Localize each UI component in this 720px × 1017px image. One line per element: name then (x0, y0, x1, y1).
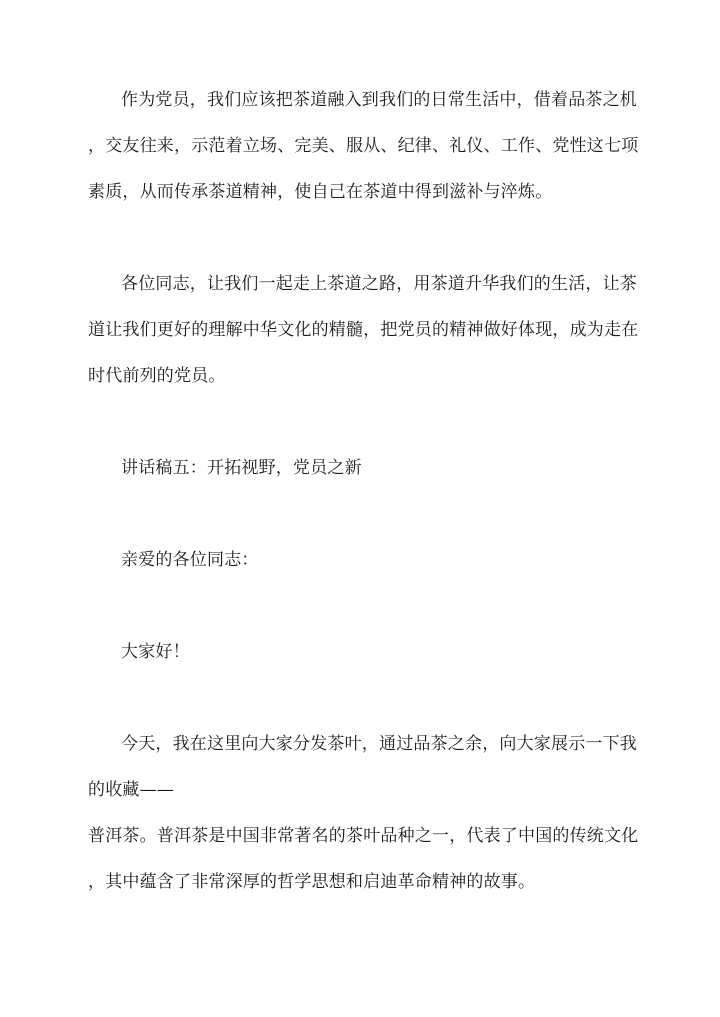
paragraph-1-line-3: 素质，从而传承茶道精神，使自己在茶道中得到滋补与淬炼。 (88, 182, 553, 202)
paragraph-3-line-3: 普洱茶。普洱茶是中国非常著名的茶叶品种之一，代表了中国的传统文化 (88, 826, 639, 846)
paragraph-2-line-1: 各位同志，让我们一起走上茶道之路，用茶道升华我们的生活，让茶 (121, 274, 637, 294)
paragraph-3-line-4: ，其中蕴含了非常深厚的哲学思想和启迪革命精神的故事。 (88, 872, 536, 892)
paragraph-1-line-1: 作为党员，我们应该把茶道融入到我们的日常生活中，借着品茶之机 (121, 90, 637, 110)
paragraph-3-line-1: 今天，我在这里向大家分发茶叶，通过品茶之余，向大家展示一下我 (121, 734, 637, 754)
paragraph-2-line-3: 时代前列的党员。 (88, 366, 226, 386)
paragraph-2-line-2: 道让我们更好的理解中华文化的精髓，把党员的精神做好体现，成为走在 (88, 320, 639, 340)
paragraph-1-line-2: ，交友往来，示范着立场、完美、服从、纪律、礼仪、工作、党性这七项 (88, 136, 639, 156)
section-heading: 讲话稿五：开拓视野，党员之新 (121, 458, 362, 478)
greeting: 大家好！ (121, 642, 190, 662)
salutation: 亲爱的各位同志： (121, 550, 259, 570)
paragraph-3-line-2: 的收藏—— (88, 780, 174, 800)
